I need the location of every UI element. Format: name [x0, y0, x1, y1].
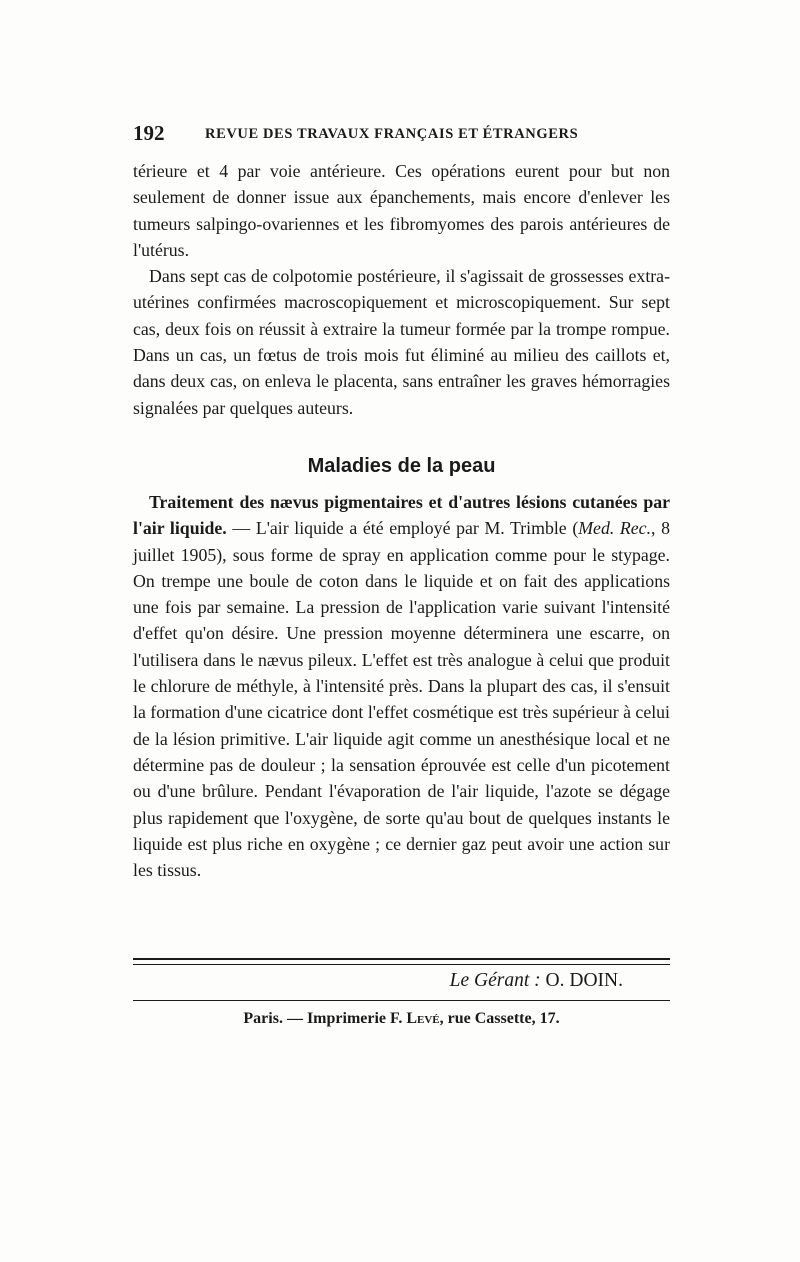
continued-text — [133, 158, 670, 421]
running-title: REVUE DES TRAVAUX FRANÇAIS ET ÉTRANGERS — [205, 126, 579, 142]
article-source: Med. Rec. — [578, 518, 652, 539]
article-text-intro: — L'air liquide a été employé par M. Trimble ( — [226, 518, 579, 539]
article-title: Traitement des nævus pigmentaires et d'autres lésions cutanées par l'air liquide. — [133, 492, 670, 539]
imprint-printer-name: Levé — [406, 1010, 440, 1027]
imprint-line — [133, 1008, 670, 1030]
imprint-prefix: Paris. — Imprimerie F. — [243, 1010, 407, 1027]
running-header — [133, 120, 670, 146]
article-paragraph — [133, 489, 670, 883]
page-number: 192 — [133, 121, 165, 145]
article-text-body: , 8 juillet 1905), sous forme de spray en application comme pour le stypage. On trempe une boule de coton dans le liquide et on fait des applications une fois par semaine. La pression de l'application varie suivant l'intensité d'effet qu'on désire. Une pression moyenne déterminera une escarre, on l'utilisera dans le nævus pileux. L'effet est très analogue à celui que produit le chlorure de méthyle, à l'intensité près. Dans la plupart des cas, il s'ensuit la formation d'une cicatrice dont l'effet cosmétique est très supérieur à celui de la lésion primitive. L'air liquide agit comme un anesthésique local et ne détermine pas de douleur ; la sensation éprouvée est celle d'un picotement ou d'une brûlure. Pendant l'évaporation de l'air liquide, l'azote se dégage plus rapidement que l'oxygène, de sorte qu'au bout de quelques instants le liquide est plus riche en oxygène ; ce dernier gaz peut avoir une action sur les tissus. — [133, 518, 671, 881]
paragraph-continuation: térieure et 4 par voie antérieure. Ces opérations eurent pour but non seulement de donner issue aux épanchements, mais encore d'enlever les tumeurs salpingo-ovariennes et les fibromyomes des parois antérieures de l'utérus. — [133, 161, 670, 260]
section-heading: Maladies de la peau — [307, 455, 496, 477]
gerant-line — [133, 968, 623, 994]
imprint-address: , rue Cassette, 17. — [439, 1010, 560, 1027]
double-rule — [133, 958, 670, 965]
paragraph-colpotomie: Dans sept cas de colpotomie postérieure, il s'agissait de grossesses extra-utérines confirmées macroscopiquement et microscopiquement. Sur sept cas, deux fois on réussit à extraire la tumeur formée par la trompe rompue. Dans un cas, un fœtus de trois mois fut éliminé au milieu des caillots et, dans deux cas, on enleva le placenta, sans entraîner les graves hémorragies signalées par quelques auteurs. — [133, 266, 670, 418]
single-rule — [133, 1000, 670, 1001]
gerant-label: Le Gérant : — [449, 970, 541, 991]
gerant-name: O. DOIN. — [540, 970, 623, 991]
article-block — [133, 489, 670, 883]
